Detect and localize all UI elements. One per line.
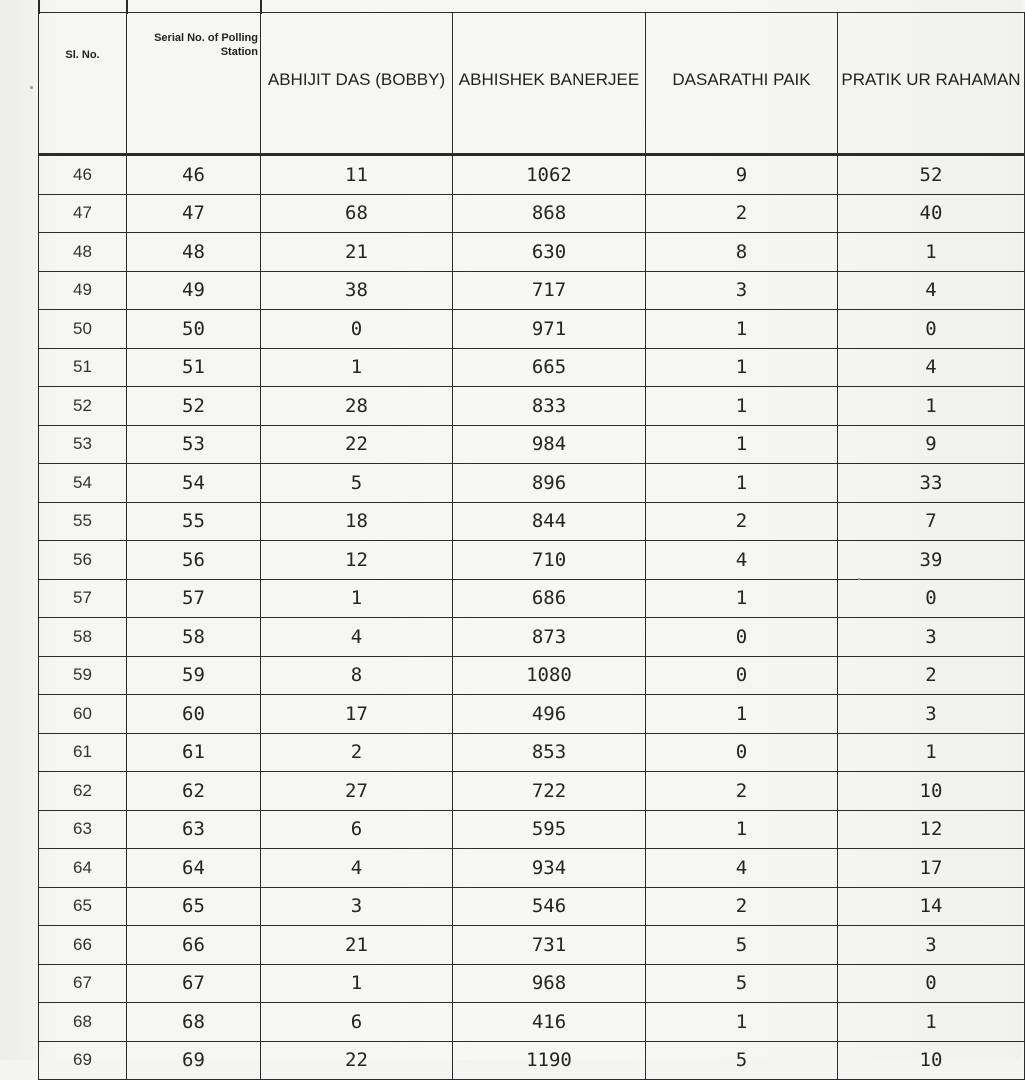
cell-votes-candidate-4: 3 — [838, 618, 1025, 657]
cell-votes-candidate-2: 710 — [453, 541, 646, 580]
cell-serial-no: 68 — [127, 1003, 261, 1042]
cell-sl-no: 58 — [39, 618, 127, 657]
cell-votes-candidate-3: 2 — [646, 194, 838, 233]
cell-votes-candidate-2: 968 — [453, 964, 646, 1003]
cell-votes-candidate-1: 21 — [261, 926, 453, 965]
cell-votes-candidate-1: 21 — [261, 233, 453, 272]
cell-votes-candidate-1: 28 — [261, 387, 453, 426]
cell-sl-no: 67 — [39, 964, 127, 1003]
cell-votes-candidate-1: 2 — [261, 733, 453, 772]
cell-serial-no: 59 — [127, 656, 261, 695]
cell-votes-candidate-3: 8 — [646, 233, 838, 272]
cell-serial-no: 54 — [127, 464, 261, 503]
cell-votes-candidate-3: 5 — [646, 964, 838, 1003]
table-row — [39, 656, 1025, 695]
cell-votes-candidate-4: 4 — [838, 271, 1025, 310]
cell-votes-candidate-2: 844 — [453, 502, 646, 541]
table-row — [39, 155, 1025, 195]
cell-serial-no: 64 — [127, 849, 261, 888]
cell-sl-no: 64 — [39, 849, 127, 888]
cell-serial-no: 69 — [127, 1041, 261, 1080]
cell-serial-no: 61 — [127, 733, 261, 772]
cell-votes-candidate-3: 5 — [646, 926, 838, 965]
cell-votes-candidate-1: 22 — [261, 425, 453, 464]
table-row — [39, 233, 1025, 272]
table-row — [39, 1003, 1025, 1042]
table-row — [39, 733, 1025, 772]
cell-votes-candidate-4: 33 — [838, 464, 1025, 503]
cell-sl-no: 62 — [39, 772, 127, 811]
scan-speck — [858, 578, 860, 580]
table-row — [39, 1041, 1025, 1080]
cell-serial-no: 57 — [127, 579, 261, 618]
cell-votes-candidate-3: 1 — [646, 810, 838, 849]
cell-serial-no: 48 — [127, 233, 261, 272]
cell-serial-no: 60 — [127, 695, 261, 734]
polling-results-table — [38, 12, 1025, 1080]
cell-sl-no: 51 — [39, 348, 127, 387]
header-candidate-2: ABHISHEK BANERJEE — [453, 13, 646, 155]
cell-serial-no: 55 — [127, 502, 261, 541]
cell-votes-candidate-1: 3 — [261, 887, 453, 926]
cell-serial-no: 52 — [127, 387, 261, 426]
table-body — [39, 155, 1025, 1080]
cell-sl-no: 69 — [39, 1041, 127, 1080]
cell-votes-candidate-3: 2 — [646, 502, 838, 541]
cell-votes-candidate-2: 546 — [453, 887, 646, 926]
cell-votes-candidate-2: 416 — [453, 1003, 646, 1042]
cell-votes-candidate-4: 2 — [838, 656, 1025, 695]
cell-sl-no: 61 — [39, 733, 127, 772]
cell-votes-candidate-1: 6 — [261, 810, 453, 849]
cell-votes-candidate-3: 5 — [646, 1041, 838, 1080]
cell-serial-no: 49 — [127, 271, 261, 310]
cell-sl-no: 59 — [39, 656, 127, 695]
cell-votes-candidate-1: 12 — [261, 541, 453, 580]
cell-votes-candidate-1: 8 — [261, 656, 453, 695]
cell-serial-no: 67 — [127, 964, 261, 1003]
cell-sl-no: 50 — [39, 310, 127, 349]
cell-votes-candidate-1: 1 — [261, 579, 453, 618]
cell-votes-candidate-2: 1062 — [453, 155, 646, 195]
cell-votes-candidate-1: 1 — [261, 964, 453, 1003]
table-row — [39, 810, 1025, 849]
cell-votes-candidate-1: 68 — [261, 194, 453, 233]
cell-votes-candidate-2: 1190 — [453, 1041, 646, 1080]
cell-votes-candidate-4: 3 — [838, 926, 1025, 965]
table-row — [39, 194, 1025, 233]
table-row — [39, 310, 1025, 349]
table-row — [39, 579, 1025, 618]
cell-serial-no: 53 — [127, 425, 261, 464]
cell-votes-candidate-2: 971 — [453, 310, 646, 349]
cell-votes-candidate-4: 0 — [838, 579, 1025, 618]
cell-votes-candidate-2: 686 — [453, 579, 646, 618]
cell-sl-no: 52 — [39, 387, 127, 426]
cell-votes-candidate-1: 18 — [261, 502, 453, 541]
cell-votes-candidate-3: 3 — [646, 271, 838, 310]
table-row — [39, 425, 1025, 464]
cell-votes-candidate-1: 38 — [261, 271, 453, 310]
cell-sl-no: 48 — [39, 233, 127, 272]
header-candidate-1: ABHIJIT DAS (BOBBY) — [261, 13, 453, 155]
cell-votes-candidate-2: 934 — [453, 849, 646, 888]
cell-votes-candidate-3: 4 — [646, 849, 838, 888]
cell-votes-candidate-4: 3 — [838, 695, 1025, 734]
cell-serial-no: 62 — [127, 772, 261, 811]
cell-votes-candidate-4: 40 — [838, 194, 1025, 233]
table-row — [39, 772, 1025, 811]
table-row — [39, 849, 1025, 888]
table-row — [39, 387, 1025, 426]
table-row — [39, 926, 1025, 965]
cell-sl-no: 68 — [39, 1003, 127, 1042]
cell-votes-candidate-2: 873 — [453, 618, 646, 657]
cell-votes-candidate-1: 11 — [261, 155, 453, 195]
cell-serial-no: 66 — [127, 926, 261, 965]
cell-serial-no: 63 — [127, 810, 261, 849]
cell-sl-no: 49 — [39, 271, 127, 310]
cell-serial-no: 56 — [127, 541, 261, 580]
cell-votes-candidate-4: 10 — [838, 1041, 1025, 1080]
cell-sl-no: 60 — [39, 695, 127, 734]
cell-votes-candidate-1: 27 — [261, 772, 453, 811]
cell-sl-no: 56 — [39, 541, 127, 580]
header-candidate-3: DASARATHI PAIK — [646, 13, 838, 155]
header-candidate-4: PRATIK UR RAHAMAN — [838, 13, 1025, 155]
header-sl-no: Sl. No. — [39, 13, 127, 155]
table-row — [39, 887, 1025, 926]
cell-votes-candidate-4: 1 — [838, 233, 1025, 272]
cell-votes-candidate-3: 1 — [646, 695, 838, 734]
cell-votes-candidate-2: 896 — [453, 464, 646, 503]
cell-votes-candidate-2: 731 — [453, 926, 646, 965]
cell-sl-no: 46 — [39, 155, 127, 195]
cell-votes-candidate-2: 868 — [453, 194, 646, 233]
cell-votes-candidate-3: 0 — [646, 618, 838, 657]
table-row — [39, 502, 1025, 541]
table-row — [39, 541, 1025, 580]
cell-votes-candidate-2: 1080 — [453, 656, 646, 695]
table-row — [39, 695, 1025, 734]
table-row — [39, 964, 1025, 1003]
cell-votes-candidate-1: 17 — [261, 695, 453, 734]
cell-votes-candidate-1: 4 — [261, 618, 453, 657]
cell-votes-candidate-3: 2 — [646, 772, 838, 811]
cell-votes-candidate-3: 0 — [646, 656, 838, 695]
cell-votes-candidate-4: 1 — [838, 387, 1025, 426]
cell-votes-candidate-3: 1 — [646, 348, 838, 387]
cell-serial-no: 65 — [127, 887, 261, 926]
cell-votes-candidate-4: 9 — [838, 425, 1025, 464]
cell-sl-no: 53 — [39, 425, 127, 464]
cell-votes-candidate-3: 4 — [646, 541, 838, 580]
scan-speck — [30, 86, 33, 89]
cell-votes-candidate-4: 17 — [838, 849, 1025, 888]
cell-votes-candidate-4: 0 — [838, 310, 1025, 349]
cell-votes-candidate-4: 1 — [838, 733, 1025, 772]
cell-votes-candidate-3: 1 — [646, 387, 838, 426]
header-serial-no: Serial No. of Polling Station — [127, 13, 261, 155]
cell-votes-candidate-3: 1 — [646, 1003, 838, 1042]
cell-votes-candidate-4: 52 — [838, 155, 1025, 195]
cell-votes-candidate-1: 5 — [261, 464, 453, 503]
cell-votes-candidate-4: 39 — [838, 541, 1025, 580]
cell-sl-no: 66 — [39, 926, 127, 965]
cell-sl-no: 55 — [39, 502, 127, 541]
cell-votes-candidate-2: 833 — [453, 387, 646, 426]
cell-votes-candidate-4: 4 — [838, 348, 1025, 387]
cell-votes-candidate-4: 7 — [838, 502, 1025, 541]
cell-votes-candidate-4: 14 — [838, 887, 1025, 926]
table-header-row — [39, 13, 1025, 155]
cell-votes-candidate-3: 9 — [646, 155, 838, 195]
cell-votes-candidate-4: 0 — [838, 964, 1025, 1003]
cell-sl-no: 63 — [39, 810, 127, 849]
cell-votes-candidate-2: 722 — [453, 772, 646, 811]
table-row — [39, 271, 1025, 310]
table-row — [39, 464, 1025, 503]
cell-votes-candidate-2: 717 — [453, 271, 646, 310]
cell-sl-no: 57 — [39, 579, 127, 618]
cell-votes-candidate-3: 1 — [646, 579, 838, 618]
cell-votes-candidate-3: 1 — [646, 425, 838, 464]
table-row — [39, 618, 1025, 657]
cell-votes-candidate-1: 4 — [261, 849, 453, 888]
cell-votes-candidate-3: 0 — [646, 733, 838, 772]
cell-votes-candidate-4: 1 — [838, 1003, 1025, 1042]
cell-votes-candidate-3: 1 — [646, 464, 838, 503]
cell-votes-candidate-3: 1 — [646, 310, 838, 349]
cell-votes-candidate-1: 0 — [261, 310, 453, 349]
cell-sl-no: 65 — [39, 887, 127, 926]
table-row — [39, 348, 1025, 387]
cell-votes-candidate-1: 22 — [261, 1041, 453, 1080]
cell-votes-candidate-1: 6 — [261, 1003, 453, 1042]
cell-votes-candidate-2: 496 — [453, 695, 646, 734]
cell-votes-candidate-3: 2 — [646, 887, 838, 926]
cell-votes-candidate-2: 665 — [453, 348, 646, 387]
cell-votes-candidate-4: 12 — [838, 810, 1025, 849]
cell-votes-candidate-4: 10 — [838, 772, 1025, 811]
cell-votes-candidate-1: 1 — [261, 348, 453, 387]
cell-serial-no: 58 — [127, 618, 261, 657]
cell-sl-no: 47 — [39, 194, 127, 233]
cell-serial-no: 47 — [127, 194, 261, 233]
cell-serial-no: 50 — [127, 310, 261, 349]
cell-serial-no: 46 — [127, 155, 261, 195]
cell-votes-candidate-2: 595 — [453, 810, 646, 849]
cell-votes-candidate-2: 630 — [453, 233, 646, 272]
cell-votes-candidate-2: 853 — [453, 733, 646, 772]
cell-sl-no: 54 — [39, 464, 127, 503]
cell-serial-no: 51 — [127, 348, 261, 387]
cell-votes-candidate-2: 984 — [453, 425, 646, 464]
